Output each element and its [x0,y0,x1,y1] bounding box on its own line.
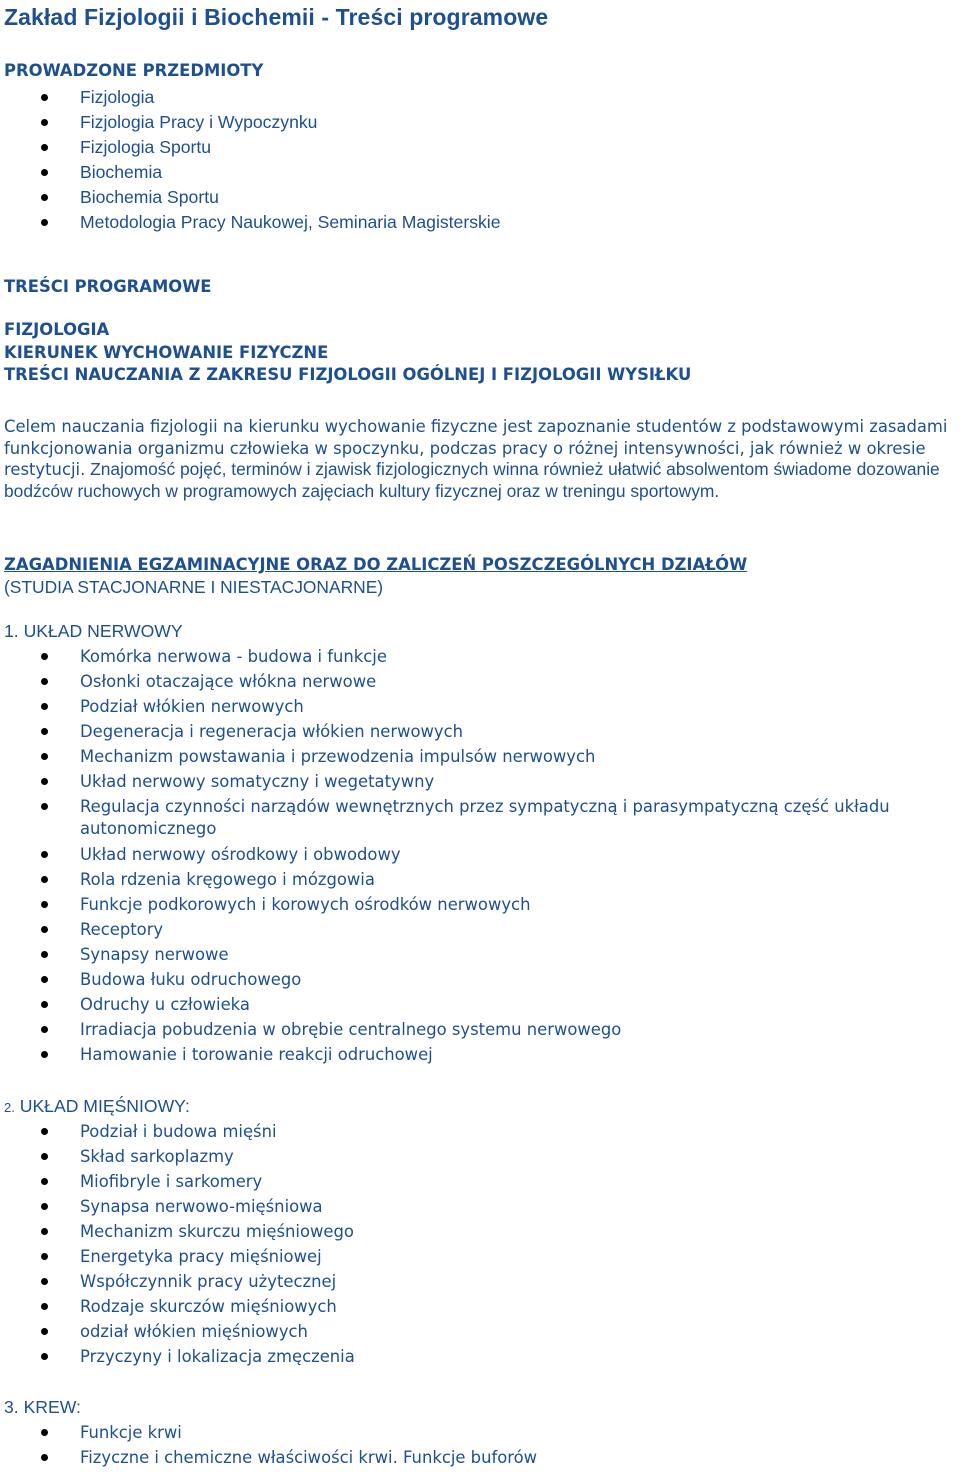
exam-heading: ZAGADNIENIA EGZAMINACYJNE ORAZ DO ZALICZEŃ POSZCZEGÓLNYCH DZIAŁÓW [4,555,748,574]
bullet-icon [41,1429,48,1436]
page-title: Zakład Fizjologii i Biochemii - Treści programowe [4,4,549,30]
section-list [0,644,900,1067]
bullet-icon [41,1153,48,1160]
list-item: Biochemia [0,160,500,185]
list-item: Przyczyny i lokalizacja zmęczenia [0,1344,355,1369]
subjects-heading: PROWADZONE PRZEDMIOTY [4,61,264,80]
list-item: Mechanizm powstawania i przewodzenia impulsów nerwowych [0,744,900,769]
section-list [0,1420,537,1470]
bullet-icon [41,194,48,201]
bullet-icon [41,1203,48,1210]
bullet-icon [41,1001,48,1008]
list-item: Irradiacja pobudzenia w obrębie centralnego systemu nerwowego [0,1017,900,1042]
list-item: Hamowanie i torowanie reakcji odruchowej [0,1042,900,1067]
list-item: Mechanizm skurczu mięśniowego [0,1219,355,1244]
list-item: Odruchy u człowieka [0,992,900,1017]
list-item: Degeneracja i regeneracja włókien nerwowych [0,719,900,744]
section-heading: 3. KREW: [4,1397,81,1417]
list-item: Synapsa nerwowo-mięśniowa [0,1194,355,1219]
list-item: Regulacja czynności narządów wewnętrznych przez sympatyczną i parasympatyczną część układu autonomicznego [0,794,900,842]
list-item: Metodologia Pracy Naukowej, Seminaria Magisterskie [0,210,500,235]
list-item: Rola rdzenia kręgowego i mózgowia [0,867,900,892]
bullet-icon [41,926,48,933]
program-heading: TREŚCI PROGRAMOWE [4,277,212,296]
bullet-icon [41,1051,48,1058]
list-item: Energetyka pracy mięśniowej [0,1244,355,1269]
list-item: Budowa łuku odruchowego [0,967,900,992]
bullet-icon [41,653,48,660]
list-item: Skład sarkoplazmy [0,1144,355,1169]
list-item: Fizjologia [0,85,500,110]
bullet-icon [41,1353,48,1360]
bullet-icon [41,851,48,858]
bullet-icon [41,169,48,176]
exam-heading-block [4,554,747,598]
list-item: Receptory [0,917,900,942]
bullet-icon [41,94,48,101]
bullet-icon [41,753,48,760]
bullet-icon [41,219,48,226]
list-item: Funkcje podkorowych i korowych ośrodków nerwowych [0,892,900,917]
list-item: Układ nerwowy ośrodkowy i obwodowy [0,842,900,867]
bullet-icon [41,778,48,785]
subject-heading: FIZJOLOGIA [4,320,110,339]
bullet-icon [41,976,48,983]
subjects-list [0,85,500,235]
bullet-icon [41,1178,48,1185]
list-item: Rodzaje skurczów mięśniowych [0,1294,355,1319]
bullet-icon [41,1278,48,1285]
bullet-icon [41,703,48,710]
section-list [0,1119,355,1369]
list-item: Fizyczne i chemiczne właściwości krwi. Funkcje buforów [0,1445,537,1470]
bullet-icon [41,144,48,151]
bullet-icon [41,1303,48,1310]
list-item: Komórka nerwowa - budowa i funkcje [0,644,900,669]
exam-subheading: (STUDIA STACJONARNE I NIESTACJONARNE) [4,577,384,597]
section-heading: 1. UKŁAD NERWOWY [4,621,183,641]
bullet-icon [41,119,48,126]
bullet-icon [41,876,48,883]
bullet-icon [41,1026,48,1033]
bullet-icon [41,803,48,810]
list-item: Osłonki otaczające włókna nerwowe [0,669,900,694]
bullet-icon [41,1128,48,1135]
bullet-icon [41,1253,48,1260]
list-item: Biochemia Sportu [0,185,500,210]
bullet-icon [41,1454,48,1461]
bullet-icon [41,901,48,908]
bullet-icon [41,1228,48,1235]
list-item: Synapsy nerwowe [0,942,900,967]
list-item: odział włókien mięśniowych [0,1319,355,1344]
list-item: Współczynnik pracy użytecznej [0,1269,355,1294]
list-item: Podział włókien nerwowych [0,694,900,719]
bullet-icon [41,678,48,685]
bullet-icon [41,728,48,735]
bullet-icon [41,951,48,958]
direction-heading: KIERUNEK WYCHOWANIE FIZYCZNE [4,343,329,362]
list-item: Funkcje krwi [0,1420,537,1445]
list-item: Miofibryle i sarkomery [0,1169,355,1194]
list-item: Fizjologia Pracy i Wypoczynku [0,110,500,135]
list-item: Fizjologia Sportu [0,135,500,160]
list-item: Układ nerwowy somatyczny i wegetatywny [0,769,900,794]
list-item: Podział i budowa mięśni [0,1119,355,1144]
bullet-icon [41,1328,48,1335]
section-heading: 2. UKŁAD MIĘŚNIOWY: [4,1096,190,1116]
intro-paragraph: Celem nauczania fizjologii na kierunku wychowanie fizyczne jest zapoznanie studentów z podstawowymi zasadami funkcjonowania organizmu człowieka w spoczynku, podczas pracy o różnej intensywności, jak również w okresie restytucji. Znajomość pojęć, terminów i zjawisk fizjologicznych winna również ułatwić absolwentom świadome dozowanie bodźców ruchowych w programowych zajęciach kultury fizycznej oraz w treningu sportowym. [4,417,948,501]
scope-heading: TREŚCI NAUCZANIA Z ZAKRESU FIZJOLOGII OGÓLNEJ I FIZJOLOGII WYSIŁKU [4,365,692,384]
